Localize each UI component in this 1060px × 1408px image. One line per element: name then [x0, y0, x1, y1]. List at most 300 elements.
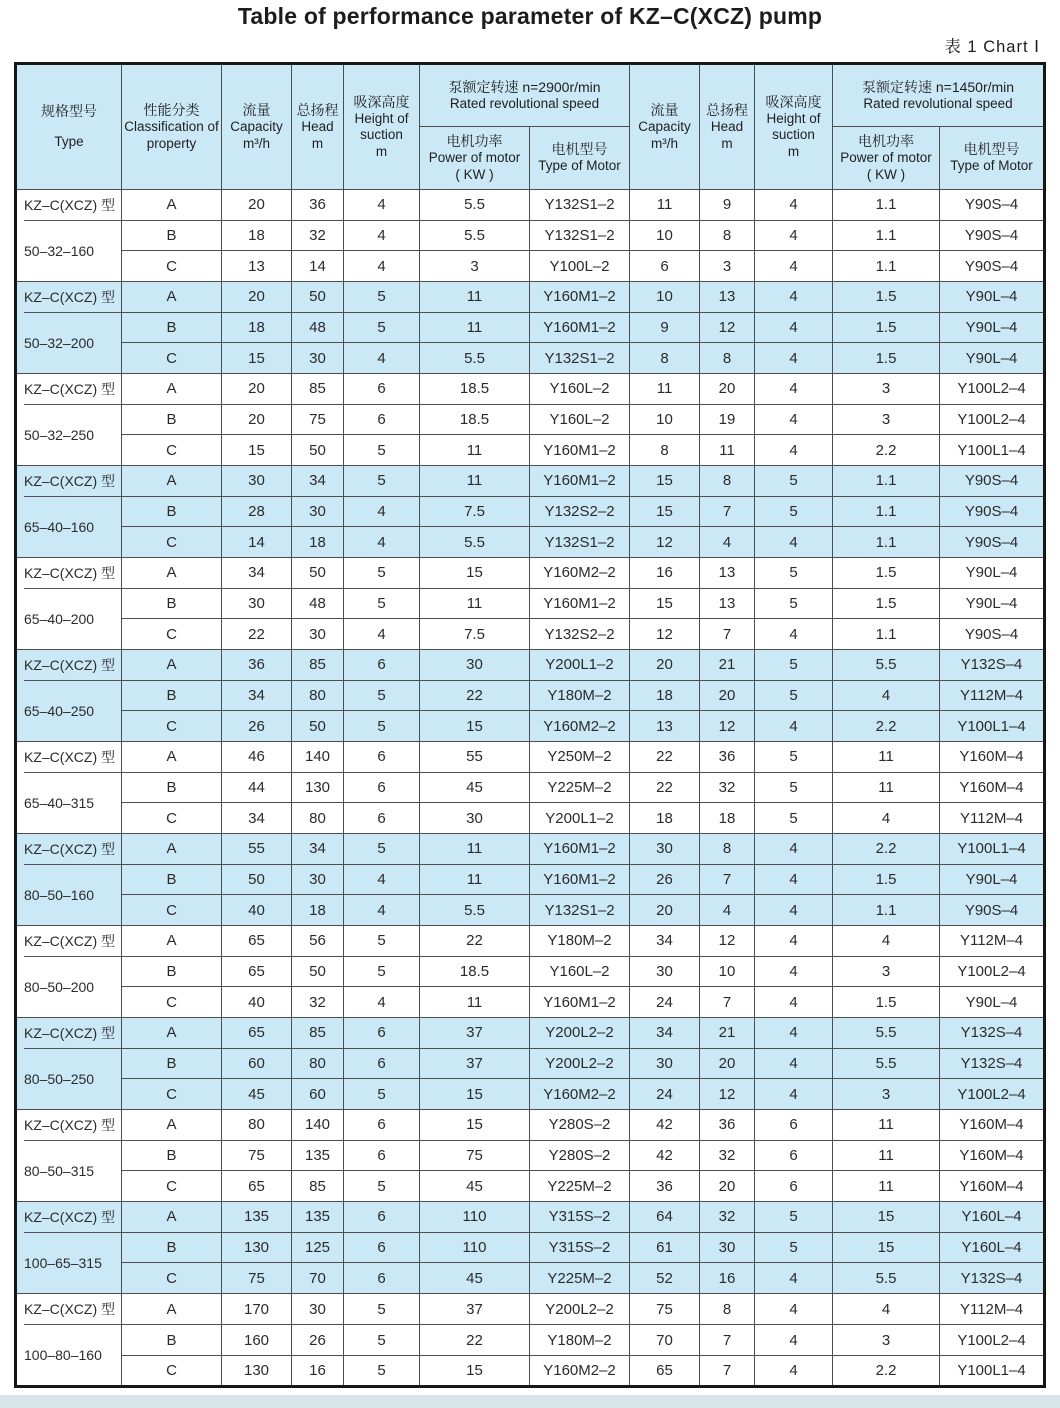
cell-head-1450: 7	[700, 864, 755, 895]
header-capacity-2900	[222, 64, 292, 190]
cell-power-1450: 1.5	[833, 588, 940, 619]
cell-motor-1450: Y100L1–4	[940, 1356, 1045, 1387]
table-row	[16, 650, 1045, 681]
header-speed-1450-en: Rated revolutional speed	[863, 95, 1013, 111]
cell-suction-2900: 6	[344, 1048, 420, 1079]
table-row	[16, 680, 1045, 711]
table-row	[16, 834, 1045, 865]
header-head-zh: 总扬程	[296, 101, 339, 118]
cell-power-1450: 5.5	[833, 1048, 940, 1079]
cell-suction-2900: 6	[344, 650, 420, 681]
cell-head-1450: 20	[700, 374, 755, 405]
cell-motor-1450: Y100L1–4	[940, 834, 1045, 865]
cell-capacity-1450: 12	[630, 619, 700, 650]
cell-suction-1450: 5	[755, 558, 833, 589]
pump-model: KZ–C(XCZ) 型	[24, 650, 121, 681]
cell-motor-1450: Y100L2–4	[940, 1079, 1045, 1110]
pump-size-code: 65–40–315	[24, 795, 95, 811]
cell-suction-2900: 6	[344, 803, 420, 834]
cell-classification: C	[122, 343, 222, 374]
cell-power-1450: 1.1	[833, 895, 940, 926]
cell-classification: C	[122, 1171, 222, 1202]
pump-model: KZ–C(XCZ) 型	[24, 1110, 121, 1141]
pump-size-code: 65–40–250	[24, 703, 95, 719]
cell-head-2900: 34	[292, 834, 344, 865]
cell-power-1450: 1.5	[833, 312, 940, 343]
header-head-unit: m	[311, 135, 324, 151]
cell-suction-1450: 4	[755, 312, 833, 343]
cell-power-2900: 15	[420, 1079, 530, 1110]
pump-type-cell	[16, 374, 122, 466]
cell-motor-2900: Y200L1–2	[530, 803, 630, 834]
cell-capacity-2900: 28	[222, 496, 292, 527]
cell-capacity-2900: 65	[222, 956, 292, 987]
cell-head-1450: 19	[700, 404, 755, 435]
cell-head-2900: 80	[292, 803, 344, 834]
cell-head-2900: 135	[292, 1202, 344, 1233]
cell-head-2900: 26	[292, 1325, 344, 1356]
table-row	[16, 1232, 1045, 1263]
cell-power-1450: 1.5	[833, 987, 940, 1018]
cell-head-2900: 30	[292, 864, 344, 895]
cell-motor-1450: Y132S–4	[940, 1048, 1045, 1079]
pump-type-cell	[16, 1110, 122, 1202]
header-power-unit: ( KW )	[455, 166, 494, 182]
cell-power-1450: 1.5	[833, 558, 940, 589]
cell-head-1450: 12	[700, 1079, 755, 1110]
cell-motor-1450: Y90S–4	[940, 466, 1045, 497]
cell-motor-2900: Y160M1–2	[530, 834, 630, 865]
cell-suction-1450: 4	[755, 1048, 833, 1079]
cell-power-1450: 4	[833, 926, 940, 957]
cell-suction-1450: 4	[755, 711, 833, 742]
header-capacity-1450	[630, 64, 700, 190]
cell-head-2900: 32	[292, 987, 344, 1018]
cell-head-1450: 36	[700, 742, 755, 773]
cell-motor-1450: Y90L–4	[940, 558, 1045, 589]
cell-suction-2900: 4	[344, 895, 420, 926]
cell-head-2900: 18	[292, 527, 344, 558]
cell-classification: A	[122, 650, 222, 681]
table-row	[16, 374, 1045, 405]
cell-suction-1450: 4	[755, 1018, 833, 1049]
cell-head-1450: 10	[700, 956, 755, 987]
cell-head-1450: 7	[700, 496, 755, 527]
table-row	[16, 1325, 1045, 1356]
cell-head-1450: 32	[700, 772, 755, 803]
cell-classification: B	[122, 1325, 222, 1356]
table-row	[16, 1110, 1045, 1141]
cell-head-2900: 80	[292, 1048, 344, 1079]
cell-head-2900: 50	[292, 558, 344, 589]
cell-capacity-1450: 24	[630, 1079, 700, 1110]
cell-motor-2900: Y132S1–2	[530, 895, 630, 926]
header-suction-zh: 吸深高度	[353, 93, 410, 110]
cell-power-1450: 3	[833, 1079, 940, 1110]
cell-capacity-1450: 65	[630, 1356, 700, 1387]
cell-capacity-1450: 70	[630, 1325, 700, 1356]
cell-power-1450: 11	[833, 1110, 940, 1141]
cell-motor-1450: Y160M–4	[940, 1110, 1045, 1141]
cell-suction-1450: 4	[755, 251, 833, 282]
header-motor-2900	[530, 127, 630, 190]
cell-suction-1450: 4	[755, 619, 833, 650]
cell-suction-1450: 5	[755, 742, 833, 773]
pump-type-cell	[16, 1018, 122, 1110]
pump-size-code: 80–50–160	[24, 887, 95, 903]
cell-motor-1450: Y90S–4	[940, 251, 1045, 282]
cell-motor-1450: Y112M–4	[940, 1294, 1045, 1325]
cell-head-2900: 36	[292, 190, 344, 221]
cell-power-2900: 7.5	[420, 496, 530, 527]
cell-head-1450: 13	[700, 588, 755, 619]
cell-power-2900: 37	[420, 1294, 530, 1325]
pump-model: KZ–C(XCZ) 型	[24, 558, 121, 589]
cell-suction-2900: 6	[344, 374, 420, 405]
table-row	[16, 864, 1045, 895]
chart-number-label: 表 1 Chart Ⅰ	[944, 38, 1040, 56]
cell-capacity-2900: 160	[222, 1325, 292, 1356]
pump-size-code: 65–40–160	[24, 519, 95, 535]
cell-head-1450: 12	[700, 711, 755, 742]
table-row	[16, 956, 1045, 987]
cell-motor-1450: Y90L–4	[940, 864, 1045, 895]
cell-power-1450: 11	[833, 1171, 940, 1202]
cell-motor-2900: Y132S2–2	[530, 619, 630, 650]
cell-motor-2900: Y160M1–2	[530, 312, 630, 343]
cell-suction-2900: 5	[344, 466, 420, 497]
cell-suction-1450: 4	[755, 926, 833, 957]
cell-motor-1450: Y112M–4	[940, 926, 1045, 957]
cell-classification: A	[122, 466, 222, 497]
pump-type-cell	[16, 282, 122, 374]
cell-capacity-2900: 20	[222, 190, 292, 221]
table-row	[16, 711, 1045, 742]
cell-motor-2900: Y160M2–2	[530, 558, 630, 589]
cell-power-2900: 30	[420, 803, 530, 834]
cell-suction-2900: 6	[344, 1263, 420, 1294]
performance-table-wrapper	[14, 62, 1046, 1388]
cell-capacity-2900: 20	[222, 282, 292, 313]
table-row	[16, 1048, 1045, 1079]
cell-classification: B	[122, 772, 222, 803]
cell-classification: A	[122, 282, 222, 313]
cell-motor-2900: Y160L–2	[530, 404, 630, 435]
pump-model: KZ–C(XCZ) 型	[24, 926, 121, 957]
cell-power-2900: 37	[420, 1018, 530, 1049]
cell-suction-1450: 5	[755, 1202, 833, 1233]
cell-motor-1450: Y100L2–4	[940, 956, 1045, 987]
header-motor2-zh: 电机型号	[963, 141, 1020, 158]
cell-head-1450: 8	[700, 343, 755, 374]
pump-size-code: 80–50–250	[24, 1071, 95, 1087]
cell-power-1450: 3	[833, 1325, 940, 1356]
cell-head-1450: 20	[700, 1171, 755, 1202]
cell-head-1450: 8	[700, 1294, 755, 1325]
cell-head-1450: 8	[700, 466, 755, 497]
cell-power-2900: 5.5	[420, 527, 530, 558]
cell-suction-1450: 5	[755, 496, 833, 527]
table-row	[16, 1171, 1045, 1202]
cell-power-2900: 7.5	[420, 619, 530, 650]
cell-head-2900: 18	[292, 895, 344, 926]
cell-motor-1450: Y132S–4	[940, 1018, 1045, 1049]
cell-motor-2900: Y160L–2	[530, 374, 630, 405]
header-head-2900	[292, 64, 344, 190]
pump-size-code: 50–32–250	[24, 427, 95, 443]
cell-motor-1450: Y90L–4	[940, 343, 1045, 374]
cell-suction-2900: 4	[344, 343, 420, 374]
cell-suction-1450: 4	[755, 987, 833, 1018]
cell-power-1450: 11	[833, 742, 940, 773]
cell-capacity-1450: 20	[630, 650, 700, 681]
cell-head-1450: 30	[700, 1232, 755, 1263]
cell-power-1450: 2.2	[833, 711, 940, 742]
cell-suction-1450: 4	[755, 282, 833, 313]
cell-head-1450: 8	[700, 220, 755, 251]
cell-head-1450: 7	[700, 619, 755, 650]
cell-motor-1450: Y132S–4	[940, 1263, 1045, 1294]
cell-suction-2900: 6	[344, 1202, 420, 1233]
cell-suction-1450: 4	[755, 374, 833, 405]
pump-type-cell	[16, 558, 122, 650]
cell-motor-1450: Y100L2–4	[940, 404, 1045, 435]
cell-capacity-1450: 8	[630, 343, 700, 374]
cell-suction-2900: 5	[344, 1294, 420, 1325]
header-capacity2-unit: m³/h	[651, 135, 679, 151]
table-row	[16, 343, 1045, 374]
table-row	[16, 1140, 1045, 1171]
cell-classification: C	[122, 251, 222, 282]
cell-capacity-1450: 6	[630, 251, 700, 282]
cell-motor-1450: Y160M–4	[940, 742, 1045, 773]
cell-capacity-2900: 40	[222, 987, 292, 1018]
cell-power-2900: 5.5	[420, 190, 530, 221]
cell-head-1450: 18	[700, 803, 755, 834]
cell-capacity-1450: 30	[630, 1048, 700, 1079]
header-power-zh: 电机功率	[446, 132, 503, 149]
header-type	[16, 64, 122, 190]
pump-size-code: 65–40–200	[24, 611, 95, 627]
cell-power-2900: 5.5	[420, 895, 530, 926]
cell-power-1450: 15	[833, 1232, 940, 1263]
cell-power-2900: 45	[420, 1263, 530, 1294]
header-motor-zh: 电机型号	[551, 141, 608, 158]
cell-head-2900: 125	[292, 1232, 344, 1263]
cell-capacity-1450: 52	[630, 1263, 700, 1294]
cell-capacity-2900: 65	[222, 1171, 292, 1202]
header-classification	[122, 64, 222, 190]
pump-size-code: 100–80–160	[24, 1347, 102, 1363]
cell-power-2900: 75	[420, 1140, 530, 1171]
cell-capacity-1450: 61	[630, 1232, 700, 1263]
cell-head-1450: 7	[700, 1325, 755, 1356]
cell-suction-2900: 5	[344, 1356, 420, 1387]
table-row	[16, 435, 1045, 466]
cell-classification: A	[122, 1018, 222, 1049]
cell-power-2900: 11	[420, 588, 530, 619]
cell-classification: A	[122, 558, 222, 589]
cell-head-2900: 48	[292, 312, 344, 343]
cell-power-2900: 37	[420, 1048, 530, 1079]
table-row	[16, 496, 1045, 527]
cell-motor-1450: Y90S–4	[940, 895, 1045, 926]
cell-suction-1450: 4	[755, 404, 833, 435]
cell-classification: C	[122, 619, 222, 650]
cell-suction-2900: 6	[344, 1140, 420, 1171]
cell-power-2900: 45	[420, 772, 530, 803]
page-title: Table of performance parameter of KZ–C(XCZ) pump	[237, 3, 823, 29]
header-motor2-en: Type of Motor	[950, 158, 1033, 174]
cell-capacity-2900: 130	[222, 1356, 292, 1387]
cell-motor-2900: Y160M2–2	[530, 1356, 630, 1387]
cell-motor-2900: Y315S–2	[530, 1232, 630, 1263]
cell-capacity-1450: 16	[630, 558, 700, 589]
cell-capacity-1450: 42	[630, 1140, 700, 1171]
cell-power-1450: 4	[833, 1294, 940, 1325]
table-row	[16, 926, 1045, 957]
cell-head-2900: 85	[292, 1171, 344, 1202]
pump-model: KZ–C(XCZ) 型	[24, 834, 121, 865]
table-row	[16, 190, 1045, 221]
cell-capacity-2900: 20	[222, 404, 292, 435]
cell-power-1450: 15	[833, 1202, 940, 1233]
table-body	[16, 190, 1045, 1387]
table-row	[16, 588, 1045, 619]
cell-motor-2900: Y160M1–2	[530, 466, 630, 497]
cell-suction-2900: 4	[344, 864, 420, 895]
cell-head-2900: 85	[292, 374, 344, 405]
cell-suction-2900: 5	[344, 435, 420, 466]
cell-capacity-1450: 15	[630, 466, 700, 497]
cell-classification: C	[122, 711, 222, 742]
cell-suction-1450: 4	[755, 956, 833, 987]
cell-classification: B	[122, 956, 222, 987]
header-power-2900	[420, 127, 530, 190]
cell-head-2900: 80	[292, 680, 344, 711]
cell-suction-2900: 5	[344, 282, 420, 313]
cell-motor-2900: Y280S–2	[530, 1140, 630, 1171]
cell-power-1450: 1.5	[833, 864, 940, 895]
cell-capacity-1450: 64	[630, 1202, 700, 1233]
cell-motor-2900: Y180M–2	[530, 680, 630, 711]
cell-classification: B	[122, 864, 222, 895]
cell-capacity-2900: 20	[222, 374, 292, 405]
cell-motor-1450: Y160M–4	[940, 772, 1045, 803]
cell-motor-1450: Y160L–4	[940, 1202, 1045, 1233]
cell-power-2900: 5.5	[420, 220, 530, 251]
header-capacity2-zh: 流量	[650, 101, 679, 118]
cell-motor-1450: Y90S–4	[940, 220, 1045, 251]
pump-type-cell	[16, 742, 122, 834]
cell-capacity-2900: 34	[222, 680, 292, 711]
cell-power-2900: 22	[420, 1325, 530, 1356]
cell-capacity-1450: 18	[630, 803, 700, 834]
table-row	[16, 1018, 1045, 1049]
cell-classification: C	[122, 435, 222, 466]
pump-size-code: 50–32–160	[24, 243, 95, 259]
cell-head-2900: 50	[292, 282, 344, 313]
pump-model: KZ–C(XCZ) 型	[24, 1294, 121, 1325]
cell-suction-2900: 4	[344, 527, 420, 558]
cell-head-2900: 30	[292, 343, 344, 374]
cell-classification: C	[122, 1079, 222, 1110]
cell-power-1450: 1.5	[833, 343, 940, 374]
cell-head-1450: 13	[700, 282, 755, 313]
header-head2-en: Head	[710, 119, 744, 135]
header-power-en: Power of motor	[428, 150, 521, 166]
cell-suction-1450: 5	[755, 650, 833, 681]
cell-head-2900: 60	[292, 1079, 344, 1110]
header-head-en: Head	[301, 119, 334, 135]
cell-power-1450: 4	[833, 680, 940, 711]
cell-suction-1450: 4	[755, 190, 833, 221]
cell-classification: A	[122, 834, 222, 865]
table-row	[16, 1294, 1045, 1325]
cell-power-2900: 55	[420, 742, 530, 773]
header-suction-1450	[755, 64, 833, 190]
cell-suction-1450: 4	[755, 1263, 833, 1294]
cell-classification: A	[122, 926, 222, 957]
header-motor-en: Type of Motor	[538, 158, 621, 174]
cell-power-1450: 3	[833, 956, 940, 987]
cell-motor-2900: Y100L–2	[530, 251, 630, 282]
cell-head-2900: 135	[292, 1140, 344, 1171]
cell-motor-2900: Y225M–2	[530, 772, 630, 803]
cell-power-1450: 1.1	[833, 619, 940, 650]
table-row	[16, 466, 1045, 497]
cell-motor-2900: Y160M2–2	[530, 1079, 630, 1110]
cell-suction-1450: 4	[755, 343, 833, 374]
cell-power-1450: 1.1	[833, 251, 940, 282]
cell-capacity-2900: 65	[222, 926, 292, 957]
table-row	[16, 404, 1045, 435]
header-head-1450	[700, 64, 755, 190]
cell-motor-1450: Y100L1–4	[940, 711, 1045, 742]
cell-power-1450: 5.5	[833, 1263, 940, 1294]
cell-capacity-2900: 135	[222, 1202, 292, 1233]
cell-suction-2900: 6	[344, 742, 420, 773]
cell-capacity-1450: 8	[630, 435, 700, 466]
pump-size-code: 50–32–200	[24, 335, 95, 351]
cell-suction-2900: 4	[344, 987, 420, 1018]
cell-capacity-2900: 65	[222, 1018, 292, 1049]
cell-capacity-2900: 22	[222, 619, 292, 650]
cell-head-1450: 20	[700, 680, 755, 711]
cell-motor-2900: Y132S1–2	[530, 527, 630, 558]
cell-suction-2900: 6	[344, 404, 420, 435]
cell-suction-2900: 5	[344, 1325, 420, 1356]
cell-power-1450: 1.1	[833, 190, 940, 221]
header-power2-en: Power of motor	[840, 150, 932, 166]
cell-suction-2900: 5	[344, 1079, 420, 1110]
cell-head-1450: 20	[700, 1048, 755, 1079]
cell-power-1450: 1.1	[833, 220, 940, 251]
cell-classification: A	[122, 374, 222, 405]
cell-suction-1450: 4	[755, 834, 833, 865]
cell-capacity-1450: 75	[630, 1294, 700, 1325]
cell-head-1450: 8	[700, 834, 755, 865]
cell-head-1450: 32	[700, 1202, 755, 1233]
cell-suction-1450: 5	[755, 803, 833, 834]
cell-motor-1450: Y90L–4	[940, 588, 1045, 619]
cell-classification: C	[122, 895, 222, 926]
table-row	[16, 803, 1045, 834]
cell-suction-1450: 5	[755, 772, 833, 803]
cell-motor-2900: Y250M–2	[530, 742, 630, 773]
cell-capacity-1450: 26	[630, 864, 700, 895]
pump-size-code: 100–65–315	[24, 1255, 102, 1271]
